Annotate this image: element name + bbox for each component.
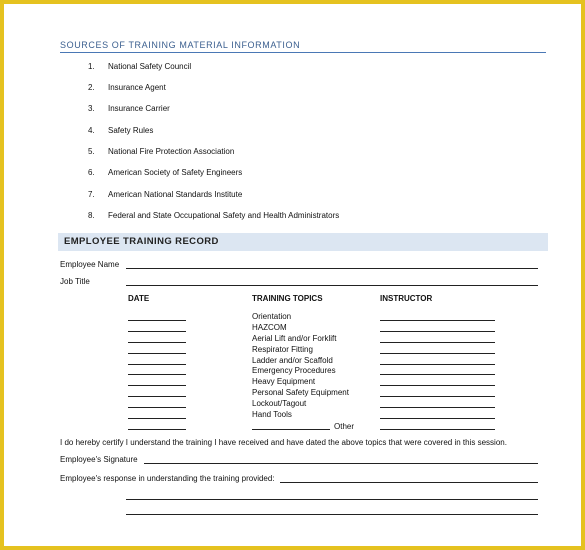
instructor-field[interactable] xyxy=(380,331,495,332)
signature-field[interactable] xyxy=(144,463,538,464)
instructor-field[interactable] xyxy=(380,385,495,386)
list-item: 3. Insurance Carrier xyxy=(88,104,170,113)
topic-label: Heavy Equipment xyxy=(252,377,316,386)
list-item: 2. Insurance Agent xyxy=(88,83,166,92)
instructor-column-header: INSTRUCTOR xyxy=(380,294,433,303)
date-field[interactable] xyxy=(128,342,186,343)
job-title-field[interactable] xyxy=(126,285,538,286)
list-item: 1. National Safety Council xyxy=(88,62,192,71)
topics-column-header: TRAINING TOPICS xyxy=(252,294,323,303)
instructor-field[interactable] xyxy=(380,364,495,365)
response-field[interactable] xyxy=(126,499,538,500)
instructor-field[interactable] xyxy=(380,407,495,408)
list-item: 8. Federal and State Occupational Safety and Health Administrators xyxy=(88,211,340,220)
record-heading: EMPLOYEE TRAINING RECORD xyxy=(64,236,219,247)
instructor-field[interactable] xyxy=(380,418,495,419)
list-item: 6. American Society of Safety Engineers xyxy=(88,168,243,177)
topic-label: Lockout/Tagout xyxy=(252,399,307,408)
instructor-field[interactable] xyxy=(380,396,495,397)
topic-label: Personal Safety Equipment xyxy=(252,388,349,397)
date-field[interactable] xyxy=(128,374,186,375)
date-field[interactable] xyxy=(128,429,186,430)
date-field[interactable] xyxy=(128,385,186,386)
instructor-field[interactable] xyxy=(380,353,495,354)
date-field[interactable] xyxy=(128,407,186,408)
instructor-field[interactable] xyxy=(380,374,495,375)
date-field[interactable] xyxy=(128,418,186,419)
document-page xyxy=(4,4,581,546)
instructor-field[interactable] xyxy=(380,429,495,430)
date-field[interactable] xyxy=(128,331,186,332)
list-item: 7. American National Standards Institute xyxy=(88,190,243,199)
sources-heading: SOURCES OF TRAINING MATERIAL INFORMATION xyxy=(60,40,546,53)
response-field[interactable] xyxy=(280,482,538,483)
date-field[interactable] xyxy=(128,320,186,321)
response-label: Employee's response in understanding the training provided: xyxy=(60,474,275,483)
topic-label: Orientation xyxy=(252,312,292,321)
topic-label: Aerial Lift and/or Forklift xyxy=(252,334,337,343)
other-label: Other xyxy=(334,422,355,431)
date-field[interactable] xyxy=(128,364,186,365)
date-column-header: DATE xyxy=(128,294,150,303)
topic-label: Emergency Procedures xyxy=(252,366,336,375)
certify-statement: I do hereby certify I understand the training I have received and have dated the above topics that were covered in this session. xyxy=(60,438,507,447)
topic-label: Hand Tools xyxy=(252,410,292,419)
topic-label: Respirator Fitting xyxy=(252,345,313,354)
other-topic-field[interactable] xyxy=(252,429,330,430)
topic-label: Ladder and/or Scaffold xyxy=(252,356,333,365)
job-title-label: Job Title xyxy=(60,277,90,286)
employee-name-field[interactable] xyxy=(126,268,538,269)
response-field[interactable] xyxy=(126,514,538,515)
record-heading-band xyxy=(58,233,548,251)
instructor-field[interactable] xyxy=(380,342,495,343)
list-item: 5. National Fire Protection Association xyxy=(88,147,235,156)
topic-label: HAZCOM xyxy=(252,323,287,332)
instructor-field[interactable] xyxy=(380,320,495,321)
list-item: 4. Safety Rules xyxy=(88,126,154,135)
employee-name-label: Employee Name xyxy=(60,260,120,269)
signature-label: Employee's Signature xyxy=(60,455,138,464)
date-field[interactable] xyxy=(128,396,186,397)
date-field[interactable] xyxy=(128,353,186,354)
